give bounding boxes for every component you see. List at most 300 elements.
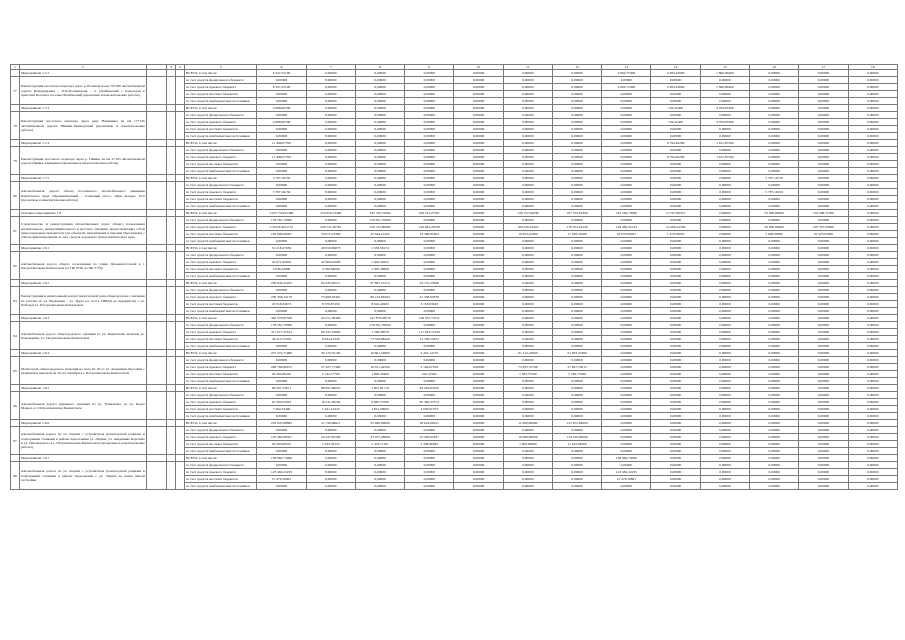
- empty-cell: [146, 357, 166, 385]
- amount-cell: 0,00000: [651, 371, 700, 378]
- row-description: Мероприятие 1.8.1: [20, 245, 147, 252]
- amount-cell: 0,00000: [552, 140, 601, 147]
- amount-cell: 49 659,69073: [306, 245, 355, 252]
- amount-cell: 3 158,93618: [405, 301, 454, 308]
- column-number: 14: [651, 65, 700, 70]
- amount-cell: 0,00000: [848, 182, 897, 189]
- amount-cell: 0,00000: [750, 217, 799, 224]
- amount-cell: 0,00000: [651, 406, 700, 413]
- amount-cell: 0,00000: [552, 483, 601, 490]
- amount-cell: 0,00000: [651, 273, 700, 280]
- row-description: Автомобильная дорога по ул. Ларина с устройством транспортной развязки и подпорными стенками в районе пересечения ул. Ларина, ул. Академика Королёва и ул. Циолковского в г. Петропавловске-Камчатском (проектные и изыскательские работы): [20, 427, 147, 455]
- amount-cell: 0,00000: [799, 252, 848, 259]
- amount-cell: 0,00000: [750, 203, 799, 210]
- amount-cell: 84 345,58571: [306, 280, 355, 287]
- funding-source: за счет средств федерального бюджета: [184, 217, 256, 224]
- amount-cell: 0,00000: [355, 483, 404, 490]
- amount-cell: 0,00000: [750, 182, 799, 189]
- amount-cell: 0,00000: [750, 469, 799, 476]
- amount-cell: 0,00000: [552, 287, 601, 294]
- amount-cell: 0,00000: [405, 119, 454, 126]
- empty-cell: [166, 245, 175, 252]
- amount-cell: 57 827,53013: [552, 364, 601, 371]
- amount-cell: 0,00000: [552, 357, 601, 364]
- amount-cell: 14 289,24358: [651, 224, 700, 231]
- amount-cell: 0,00000: [405, 455, 454, 462]
- column-number: 16: [750, 65, 799, 70]
- amount-cell: 0,00000: [552, 308, 601, 315]
- amount-cell: 0,00000: [257, 161, 306, 168]
- amount-cell: 0,00000: [454, 413, 503, 420]
- amount-cell: 0,00000: [651, 315, 700, 322]
- amount-cell: 0,00000: [651, 168, 700, 175]
- amount-cell: 100 657,73311: [405, 315, 454, 322]
- amount-cell: 0,00000: [700, 231, 749, 238]
- amount-cell: 0,00000: [750, 98, 799, 105]
- amount-cell: 0,00000: [454, 105, 503, 112]
- amount-cell: 227 372,71986: [257, 350, 306, 357]
- amount-cell: 0,00000: [750, 441, 799, 448]
- empty-cell: [175, 175, 184, 182]
- amount-cell: 0,00000: [651, 455, 700, 462]
- amount-cell: 0,00000: [750, 413, 799, 420]
- row-number: 88: [11, 462, 20, 490]
- amount-cell: 0,00000: [700, 91, 749, 98]
- amount-cell: 0,00000: [750, 294, 799, 301]
- amount-cell: 0,00000: [799, 196, 848, 203]
- amount-cell: 0,00000: [651, 364, 700, 371]
- table-row: [11, 252, 898, 259]
- amount-cell: 8 616,44903: [355, 301, 404, 308]
- amount-cell: 0,00000: [602, 140, 651, 147]
- amount-cell: 2 383,43600: [651, 84, 700, 91]
- amount-cell: 0,00000: [700, 329, 749, 336]
- amount-cell: 0,00000: [405, 378, 454, 385]
- amount-cell: 0,00000: [750, 119, 799, 126]
- amount-cell: 60 347,33000: [306, 329, 355, 336]
- amount-cell: 0,00000: [503, 378, 552, 385]
- row-number: 81: [11, 217, 20, 245]
- amount-cell: 0,00000: [651, 280, 700, 287]
- row-number: 83: [11, 287, 20, 315]
- amount-cell: 0,00000: [552, 343, 601, 350]
- amount-cell: 6 347,25100: [257, 70, 306, 77]
- amount-cell: 1 558,58174: [355, 245, 404, 252]
- row-number: [11, 210, 20, 217]
- amount-cell: 0,00000: [552, 476, 601, 483]
- amount-cell: 0,00000: [700, 266, 749, 273]
- amount-cell: 0,00000: [306, 196, 355, 203]
- amount-cell: 0,00000: [257, 238, 306, 245]
- amount-cell: 0,00000: [306, 203, 355, 210]
- amount-cell: 0,00000: [700, 224, 749, 231]
- amount-cell: 0,00000: [602, 287, 651, 294]
- row-description: Мероприятие 1.8.5: [20, 385, 147, 392]
- amount-cell: 0,00000: [602, 315, 651, 322]
- table-row: [11, 420, 898, 427]
- amount-cell: 0,00000: [602, 175, 651, 182]
- amount-cell: 0,00000: [602, 329, 651, 336]
- amount-cell: 0,00000: [799, 266, 848, 273]
- amount-cell: 0,00000: [848, 140, 897, 147]
- amount-cell: 0,00000: [799, 154, 848, 161]
- empty-cell: [146, 105, 166, 112]
- amount-cell: 0,00000: [552, 378, 601, 385]
- amount-cell: 0,00000: [306, 273, 355, 280]
- amount-cell: 0,00000: [454, 308, 503, 315]
- column-number: 2: [20, 65, 147, 70]
- amount-cell: 0,00000: [306, 252, 355, 259]
- amount-cell: 16 079,90491: [602, 231, 651, 238]
- amount-cell: 1 000,00000: [503, 441, 552, 448]
- table-row: [11, 392, 898, 399]
- amount-cell: 0,00000: [848, 154, 897, 161]
- amount-cell: 0,00000: [503, 280, 552, 287]
- row-number: 80: [11, 182, 20, 210]
- amount-cell: 0,00000: [799, 182, 848, 189]
- amount-cell: 0,00000: [750, 462, 799, 469]
- amount-cell: 0,00000: [799, 350, 848, 357]
- amount-cell: 0,00000: [257, 448, 306, 455]
- amount-cell: 0,00000: [503, 126, 552, 133]
- amount-cell: 0,00000: [799, 392, 848, 399]
- amount-cell: 0,00000: [750, 266, 799, 273]
- amount-cell: 0,00000: [700, 406, 749, 413]
- amount-cell: 0,00000: [405, 259, 454, 266]
- amount-cell: 0,00000: [799, 441, 848, 448]
- amount-cell: 0,00000: [651, 448, 700, 455]
- amount-cell: 0,00000: [503, 98, 552, 105]
- amount-cell: 2 443,71101: [355, 441, 404, 448]
- amount-cell: 0,00000: [799, 217, 848, 224]
- amount-cell: 0,00000: [700, 280, 749, 287]
- amount-cell: 0,00000: [848, 112, 897, 119]
- row-number: [11, 385, 20, 392]
- amount-cell: 0,00000: [602, 399, 651, 406]
- amount-cell: 0,00000: [799, 448, 848, 455]
- amount-cell: 342 720,31694: [355, 210, 404, 217]
- amount-cell: 0,00000: [355, 203, 404, 210]
- amount-cell: 0,00000: [700, 147, 749, 154]
- amount-cell: 0,00000: [355, 273, 404, 280]
- empty-cell: [166, 427, 175, 455]
- amount-cell: 4 088,66700: [257, 119, 306, 126]
- amount-cell: 0,00000: [552, 182, 601, 189]
- amount-cell: 0,00000: [651, 434, 700, 441]
- amount-cell: 0,00000: [405, 252, 454, 259]
- row-description: Реконструкция мостового перехода через р. Большая на км 79+280 автомобильной дороги Кочкодумовка – Усть-Большерецк – п. Октябрьский с подъездом к пристани Косачи в поселке Октябрьский (проектные и изыскательские работы): [20, 77, 147, 105]
- amount-cell: 1 860,90400: [700, 84, 749, 91]
- amount-cell: 0,00000: [355, 413, 404, 420]
- amount-cell: 0,00000: [750, 378, 799, 385]
- empty-cell: [166, 112, 175, 140]
- amount-cell: 0,00000: [750, 238, 799, 245]
- column-number: 3: [166, 65, 175, 70]
- amount-cell: 0,00000: [503, 301, 552, 308]
- amount-cell: 4 088,66700: [257, 105, 306, 112]
- amount-cell: 0,00000: [306, 161, 355, 168]
- amount-cell: 0,00000: [651, 175, 700, 182]
- funding-source: за счет средств внебюджетных источников: [184, 133, 256, 140]
- amount-cell: 0,00000: [454, 406, 503, 413]
- amount-cell: 0,00000: [799, 315, 848, 322]
- amount-cell: 0,00000: [552, 203, 601, 210]
- funding-source: за счет средств федерального бюджета: [184, 427, 256, 434]
- funding-source: за счет средств краевого бюджета: [184, 364, 256, 371]
- amount-cell: 0,00000: [306, 462, 355, 469]
- amount-cell: 1 641,15423: [306, 406, 355, 413]
- funding-source: за счет средств внебюджетных источников: [184, 413, 256, 420]
- amount-cell: 158 725,80084: [355, 224, 404, 231]
- amount-cell: 0,00000: [454, 455, 503, 462]
- amount-cell: 0,00000: [651, 287, 700, 294]
- amount-cell: 2 742,77700: [306, 371, 355, 378]
- funding-source: за счет средств федерального бюджета: [184, 182, 256, 189]
- amount-cell: 0,00000: [503, 119, 552, 126]
- amount-cell: 0,00000: [306, 378, 355, 385]
- amount-cell: 0,00000: [552, 126, 601, 133]
- amount-cell: 0,00000: [503, 91, 552, 98]
- amount-cell: 54 731,23946: [405, 280, 454, 287]
- amount-cell: 2 401,14770: [405, 350, 454, 357]
- amount-cell: 0,00000: [848, 175, 897, 182]
- funding-source: за счет средств местных бюджетов: [184, 441, 256, 448]
- empty-cell: [146, 77, 166, 105]
- amount-cell: 0,00000: [454, 315, 503, 322]
- amount-cell: 0,00000: [848, 91, 897, 98]
- row-description: Мероприятие 1.7.3: [20, 105, 147, 112]
- amount-cell: 0,00000: [700, 182, 749, 189]
- empty-cell: [166, 105, 175, 112]
- amount-cell: 119 430,00000: [552, 434, 601, 441]
- amount-cell: 75 968,70401: [306, 294, 355, 301]
- empty-cell: [166, 420, 175, 427]
- amount-cell: 230 358,24170: [257, 294, 306, 301]
- amount-cell: 0,00000: [454, 224, 503, 231]
- amount-cell: 123 482,22235: [257, 469, 306, 476]
- amount-cell: 0,00000: [602, 98, 651, 105]
- empty-cell: [175, 385, 184, 392]
- amount-cell: 0,00000: [454, 294, 503, 301]
- empty-cell: [146, 217, 166, 245]
- amount-cell: 0,00000: [355, 77, 404, 84]
- amount-cell: 0,00000: [799, 336, 848, 343]
- amount-cell: 0,00000: [454, 301, 503, 308]
- empty-cell: [146, 462, 166, 490]
- empty-cell: [175, 147, 184, 175]
- amount-cell: 0,00000: [355, 469, 404, 476]
- amount-cell: 0,00000: [848, 441, 897, 448]
- amount-cell: 0,00000: [306, 217, 355, 224]
- amount-cell: 0,00000: [552, 301, 601, 308]
- amount-cell: 0,00000: [602, 182, 651, 189]
- amount-cell: 0,00000: [503, 147, 552, 154]
- amount-cell: 0,00000: [602, 357, 651, 364]
- amount-cell: 0,00000: [750, 154, 799, 161]
- amount-cell: 0,00000: [355, 112, 404, 119]
- amount-cell: 0,00000: [503, 448, 552, 455]
- table-row: [11, 287, 898, 294]
- funding-source: за счет средств местных бюджетов: [184, 231, 256, 238]
- empty-cell: [166, 210, 175, 217]
- amount-cell: 0,00000: [700, 357, 749, 364]
- amount-cell: 0,00000: [848, 301, 897, 308]
- amount-cell: 0,00000: [503, 343, 552, 350]
- amount-cell: 0,00000: [306, 147, 355, 154]
- empty-cell: [175, 287, 184, 315]
- amount-cell: 73 529,88440: [355, 336, 404, 343]
- amount-cell: 0,00000: [454, 441, 503, 448]
- table-row: [11, 427, 898, 434]
- amount-cell: 0,00000: [602, 427, 651, 434]
- amount-cell: 0,00000: [552, 294, 601, 301]
- funding-source: за счет средств местных бюджетов: [184, 336, 256, 343]
- amount-cell: 0,00000: [552, 133, 601, 140]
- amount-cell: 0,00000: [405, 182, 454, 189]
- amount-cell: 0,00000: [848, 322, 897, 329]
- empty-cell: [166, 140, 175, 147]
- amount-cell: 0,00000: [602, 238, 651, 245]
- amount-cell: 0,00000: [306, 182, 355, 189]
- amount-cell: 44 015,72334: [257, 336, 306, 343]
- amount-cell: 0,00000: [750, 371, 799, 378]
- amount-cell: 0,00000: [552, 245, 601, 252]
- funding-source: за счет средств местных бюджетов: [184, 126, 256, 133]
- empty-cell: [175, 357, 184, 385]
- amount-cell: 0,00000: [306, 343, 355, 350]
- funding-source: ВСЕГО, в том числе:: [184, 210, 256, 217]
- amount-cell: 0,00000: [799, 413, 848, 420]
- amount-cell: 0,00000: [700, 189, 749, 196]
- amount-cell: 0,00000: [848, 280, 897, 287]
- amount-cell: 2 338,46584: [405, 441, 454, 448]
- funding-source: за счет средств федерального бюджета: [184, 322, 256, 329]
- amount-cell: 0,00000: [750, 399, 799, 406]
- amount-cell: 0,00000: [602, 448, 651, 455]
- amount-cell: 0,00000: [552, 406, 601, 413]
- amount-cell: 0,00000: [651, 238, 700, 245]
- amount-cell: 0,00000: [454, 182, 503, 189]
- amount-cell: 1 305,36908: [355, 266, 404, 273]
- amount-cell: 0,00000: [306, 140, 355, 147]
- empty-cell: [166, 392, 175, 420]
- amount-cell: 162 899,60487: [257, 231, 306, 238]
- empty-cell: [175, 70, 184, 77]
- amount-cell: 0,00000: [306, 133, 355, 140]
- amount-cell: 0,00000: [602, 147, 651, 154]
- row-number: [11, 280, 20, 287]
- funding-source: за счет средств местных бюджетов: [184, 371, 256, 378]
- row-description: Реконструкция и капитальный ремонт магистралей улиц общегородского значения на участке по ул. Вулканная – ул. Труда (от поста ГИБДД до перекрёстка с ул. Победы) в г. Петропавловске-Камчатском: [20, 287, 147, 315]
- amount-cell: 358 251,27301: [405, 210, 454, 217]
- amount-cell: 0,00000: [454, 329, 503, 336]
- funding-source: за счет средств краевого бюджета: [184, 224, 256, 231]
- column-number: 13: [602, 65, 651, 70]
- row-number: 79: [11, 147, 20, 175]
- amount-cell: 5 000,00000: [750, 231, 799, 238]
- empty-cell: [146, 182, 166, 210]
- amount-cell: 2 164,87108: [405, 364, 454, 371]
- amount-cell: 20 205,86410: [257, 371, 306, 378]
- amount-cell: 0,00000: [848, 119, 897, 126]
- funding-source: за счет средств местных бюджетов: [184, 301, 256, 308]
- amount-cell: 0,00000: [552, 217, 601, 224]
- amount-cell: 0,00000: [552, 84, 601, 91]
- empty-cell: [166, 385, 175, 392]
- amount-cell: 0,00000: [306, 105, 355, 112]
- amount-cell: 0,00000: [503, 266, 552, 273]
- amount-cell: 0,00000: [799, 203, 848, 210]
- amount-cell: 0,00000: [552, 238, 601, 245]
- amount-cell: 240 751,39781: [306, 224, 355, 231]
- amount-cell: 0,00000: [799, 371, 848, 378]
- empty-cell: [146, 280, 166, 287]
- amount-cell: 0,00000: [306, 357, 355, 364]
- amount-cell: 0,00000: [454, 189, 503, 196]
- empty-cell: [175, 77, 184, 105]
- funding-source: за счет средств внебюджетных источников: [184, 238, 256, 245]
- empty-cell: [166, 357, 175, 385]
- amount-cell: 0,00000: [454, 357, 503, 364]
- amount-cell: 0,00000: [799, 70, 848, 77]
- amount-cell: 0,00000: [799, 476, 848, 483]
- amount-cell: 0,00000: [651, 462, 700, 469]
- amount-cell: 0,00000: [257, 182, 306, 189]
- amount-cell: 88 951,69047: [306, 385, 355, 392]
- amount-cell: 0,00000: [602, 119, 651, 126]
- funding-source: ВСЕГО, в том числе:: [184, 175, 256, 182]
- amount-cell: 0,00000: [651, 469, 700, 476]
- amount-cell: 0,00000: [799, 385, 848, 392]
- table-row: [11, 147, 898, 154]
- empty-cell: [146, 287, 166, 315]
- amount-cell: 216 081,26538: [405, 224, 454, 231]
- amount-cell: 0,00000: [602, 112, 651, 119]
- amount-cell: 28 624,08411: [405, 420, 454, 427]
- column-number: 5: [184, 65, 256, 70]
- amount-cell: 0,00000: [602, 189, 651, 196]
- amount-cell: 0,00000: [750, 105, 799, 112]
- funding-source: за счет средств местных бюджетов: [184, 406, 256, 413]
- amount-cell: 0,00000: [700, 77, 749, 84]
- amount-cell: 0,00000: [552, 315, 601, 322]
- amount-cell: 0,00000: [257, 287, 306, 294]
- column-number: 11: [503, 65, 552, 70]
- amount-cell: 0,00000: [503, 196, 552, 203]
- amount-cell: 0,00000: [848, 392, 897, 399]
- amount-cell: 0,00000: [848, 378, 897, 385]
- row-description: Автомобильная дорога объезд поселкового автомобильного движения Камчатского края «Промышленный – Северный мост» «При въезде» 10,0 (проектные и изыскательские работы): [20, 182, 147, 210]
- empty-cell: [166, 455, 175, 462]
- amount-cell: 0,00000: [750, 343, 799, 350]
- funding-source: за счет средств внебюджетных источников: [184, 343, 256, 350]
- empty-cell: [175, 280, 184, 287]
- amount-cell: 0,00000: [651, 196, 700, 203]
- row-number: 77: [11, 77, 20, 105]
- amount-cell: 0,00000: [700, 98, 749, 105]
- amount-cell: 0,00000: [257, 427, 306, 434]
- amount-cell: 0,00000: [454, 175, 503, 182]
- amount-cell: 0,00000: [355, 182, 404, 189]
- amount-cell: 0,00000: [848, 210, 897, 217]
- amount-cell: 10 000,00000: [503, 434, 552, 441]
- amount-cell: 0,00000: [405, 343, 454, 350]
- amount-cell: 0,00000: [651, 343, 700, 350]
- amount-cell: 0,00000: [503, 112, 552, 119]
- amount-cell: 61 003,25360: [552, 350, 601, 357]
- amount-cell: 0,00000: [306, 189, 355, 196]
- amount-cell: 15 479,50861: [257, 476, 306, 483]
